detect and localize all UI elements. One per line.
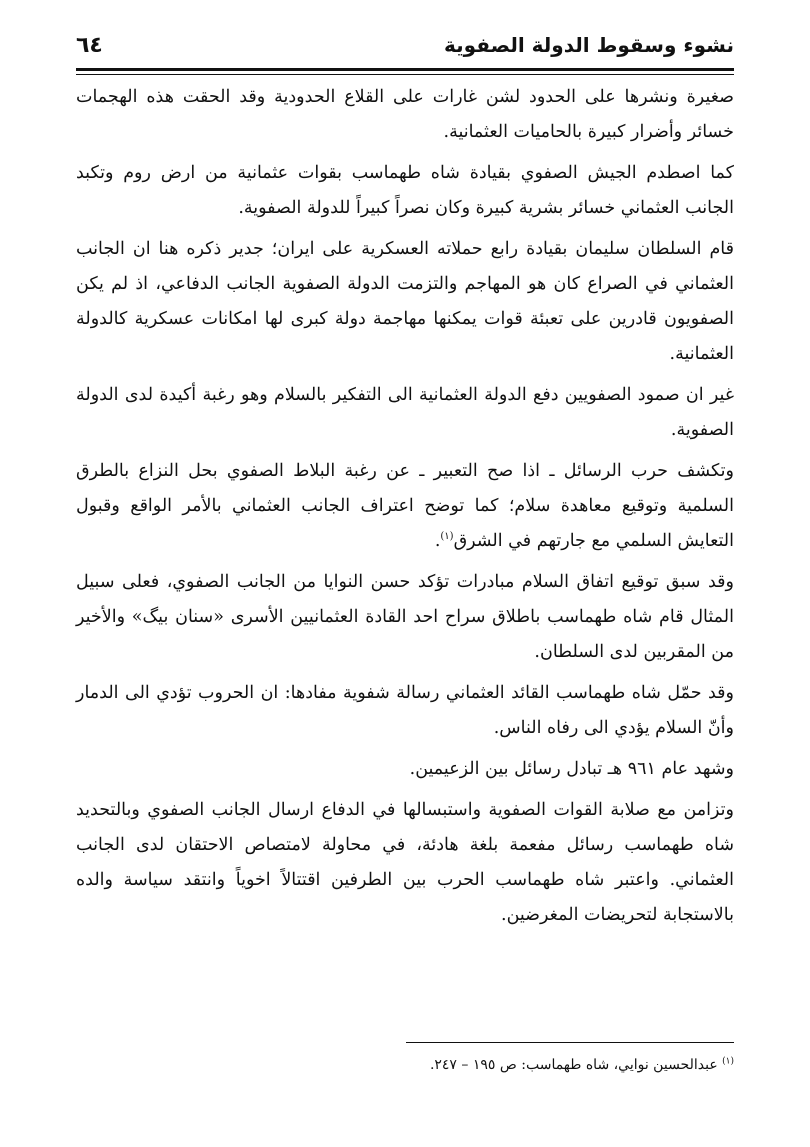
header-rule-thin	[76, 74, 734, 75]
paragraph: وتزامن مع صلابة القوات الصفوية واستبسالها في الدفاع ارسال الجانب الصفوي وبالتحديد شاه طهماسب رسائل مفعمة بلغة هادئة، في محاولة لامتصاص الاحتقان لدى الجانب العثماني. واعتبر شاه طهماسب الحرب بين الطرفين اقتتالاً اخوياً وانتقد سياسة والده بالاستجابة لتحريضات المغرضين.	[76, 800, 734, 925]
paragraph-with-footnote	[76, 454, 734, 559]
paragraph: صغيرة ونشرها على الحدود لشن غارات على القلاع الحدودية وقد الحقت هذه الهجمات خسائر وأضرار كبيرة بالحاميات العثمانية.	[76, 87, 734, 142]
book-title: نشوء وسقوط الدولة الصفوية	[444, 33, 734, 57]
paragraph: وشهد عام ٩٦١ هـ تبادل رسائل بين الزعيمين.	[409, 759, 734, 779]
footnote	[76, 1052, 734, 1078]
paragraph: كما اصطدم الجيش الصفوي بقيادة شاه طهماسب بقوات عثمانية من ارض روم وتكبد الجانب العثماني خسائر بشرية كبيرة وكان نصراً كبيراً للدولة الصفوية.	[76, 163, 734, 218]
paragraph: وقد حمّل شاه طهماسب القائد العثماني رسالة شفوية مفادها: ان الحروب تؤدي الى الدمار وأنّ السلام يؤدي الى رفاه الناس.	[76, 683, 734, 738]
paragraph: وقد سبق توقيع اتفاق السلام مبادرات تؤكد حسن النوايا من الجانب الصفوي، فعلى سبيل المثال قام شاه طهماسب باطلاق سراح احد القادة العثمانيين الأسرى «سنان بيگ» والأخير من المقربين لدى السلطان.	[76, 572, 734, 662]
footnote-mark: (١)	[722, 1056, 734, 1067]
paragraph-end: .	[434, 531, 441, 551]
page-number: ٦٤	[76, 32, 103, 58]
footnote-text: عبدالحسين نوايي، شاه طهماسب: ص ١٩٥ – ٢٤٧.	[429, 1057, 718, 1073]
paragraph-text: وتكشف حرب الرسائل ـ اذا صح التعبير ـ عن رغبة البلاط الصفوي بحل النزاع بالطرق السلمية وتوقيع معاهدة سلام؛ كما توضح اعتراف الجانب العثماني بالأمر الواقع وقبول التعايش السلمي مع جارتهم في الشرق	[76, 461, 734, 551]
paragraph: غير ان صمود الصفويين دفع الدولة العثمانية الى التفكير بالسلام وهو رغبة أكيدة لدى الدولة الصفوية.	[76, 385, 734, 440]
footnote-separator	[406, 1042, 734, 1043]
body-text	[76, 80, 734, 939]
footnote-reference[interactable]: (١)	[440, 531, 454, 543]
paragraph: قام السلطان سليمان بقيادة رابع حملاته العسكرية على ايران؛ جدير ذكره هنا ان الجانب العثماني في الصراع كان هو المهاجم والتزمت الدولة الصفوية الجانب الدفاعي، اذ لم يكن الصفويون قادرين على تعبئة قوات يمكنها مهاجمة دولة كبرى لها امكانات عسكرية كالدولة العثمانية.	[76, 239, 734, 364]
running-header	[76, 28, 734, 62]
header-rule-thick	[76, 68, 734, 71]
